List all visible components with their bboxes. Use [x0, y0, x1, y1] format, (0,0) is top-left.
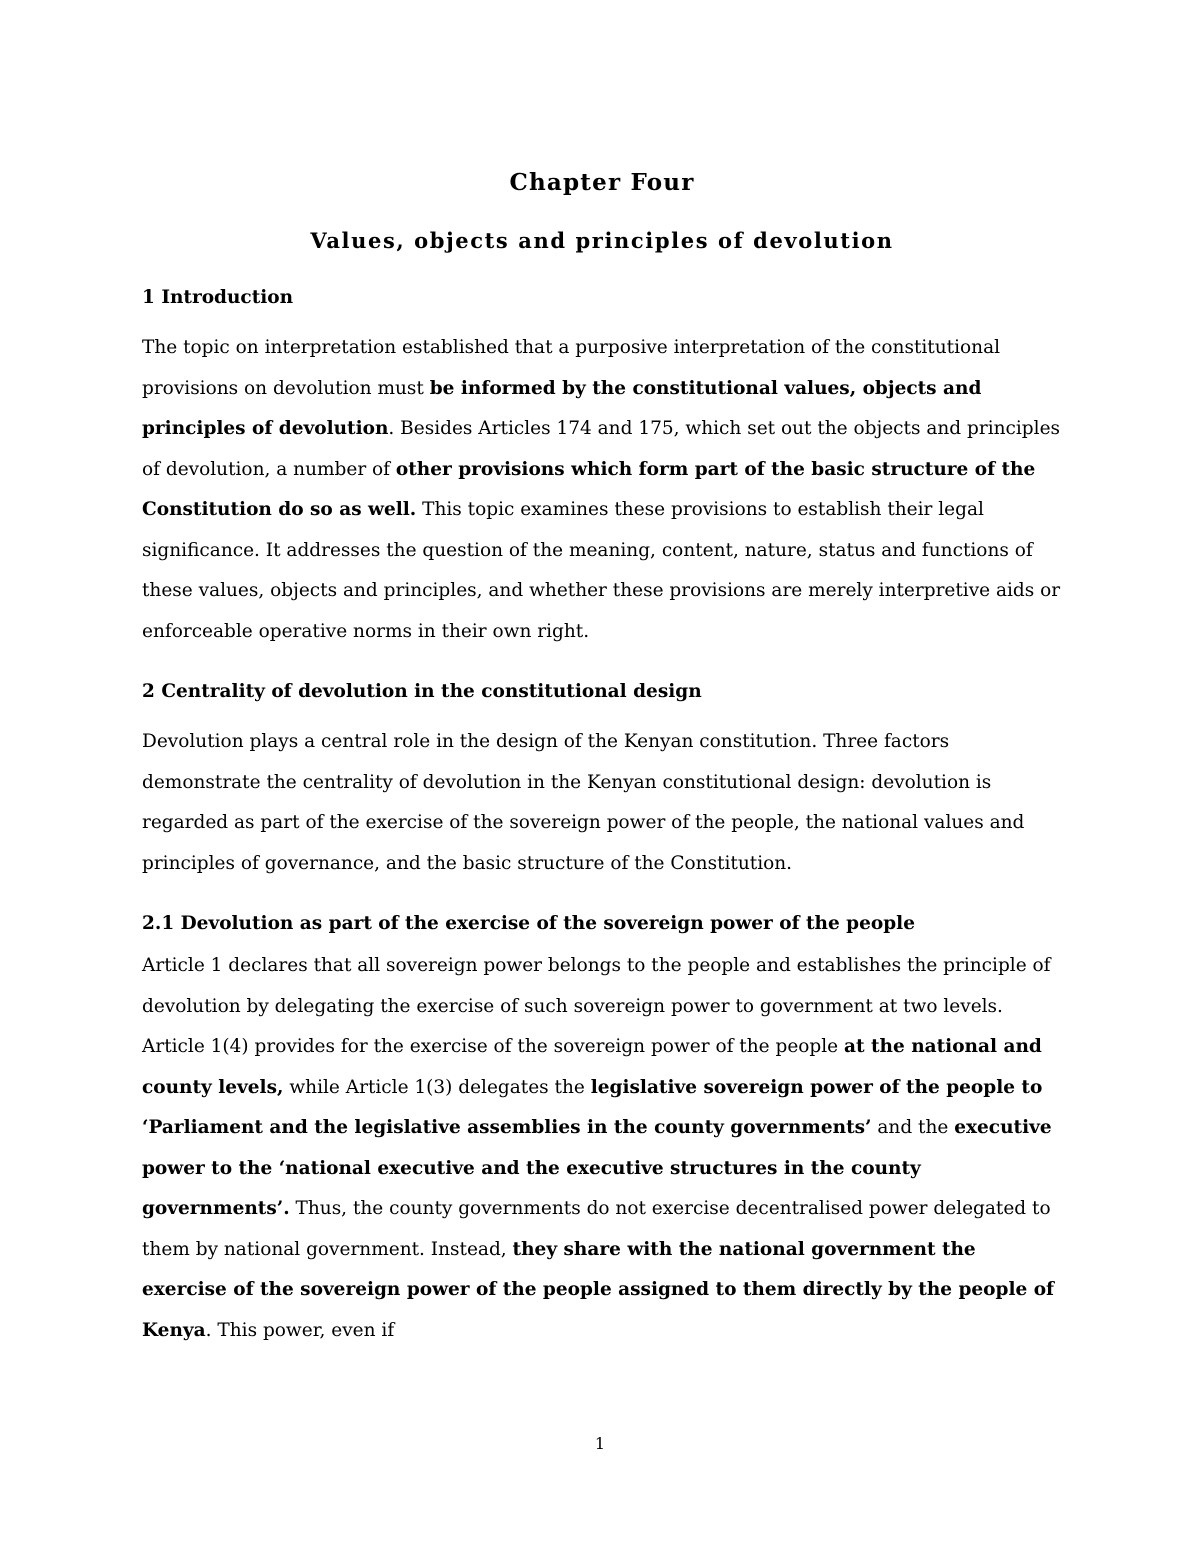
text-run: This topic examines these provisions to establish their legal significance. It addresses the question of the meaning, content, nature, status and functions of these values, objects and principles, and whether these provisions are merely interpretive aids or enforceable operative norms in their own right. — [142, 499, 1061, 642]
bold-text-run: at the national and county levels, — [142, 1036, 1042, 1098]
centrality-paragraph — [142, 722, 1062, 884]
bold-text-run: be informed by the constitutional values, objects and principles of devolution — [142, 377, 982, 439]
text-run: Thus, the county governments do not exercise decentralised power delegated to them by national government. Instead, — [142, 1198, 1051, 1260]
section-heading-centrality: 2 Centrality of devolution in the constitutional design — [142, 681, 702, 702]
page-content — [142, 164, 1062, 1351]
text-run: while Article 1(3) delegates the — [283, 1076, 591, 1098]
section-heading-introduction: 1 Introduction — [142, 287, 294, 308]
sovereign-power-paragraph — [142, 946, 1062, 1351]
bold-text-run: other provisions which form part of the basic structure of the Constitution do so as well. — [142, 458, 1036, 520]
text-run: The topic on interpretation established that a purposive interpretation of the constitutional provisions on devolution must — [142, 337, 1001, 399]
text-run: . Besides Articles 174 and 175, which set out the objects and principles of devolution, a number of — [142, 418, 1061, 480]
chapter-title: Chapter Four — [509, 169, 695, 196]
text-run: and the — [871, 1117, 955, 1138]
chapter-subtitle: Values, objects and principles of devolution — [310, 228, 894, 253]
text-run: . This power, even if — [205, 1319, 395, 1341]
text-run: Article 1 declares that all sovereign power belongs to the people and establishes the principle of devolution by delegating the exercise of such sovereign power to government at two levels. Article 1(4) provides for the exercise of the sovereign power of the people — [142, 955, 1051, 1057]
bold-text-run: they share with the national government the exercise of the sovereign power of the people assigned to them directly by the people of Kenya — [142, 1238, 1054, 1341]
bold-text-run: executive power to the ‘national executive and the executive structures in the county governments’. — [142, 1117, 1052, 1219]
text-run: Devolution plays a central role in the design of the Kenyan constitution. Three factors demonstrate the centrality of devolution in the Kenyan constitutional design: devolution is regarded as part of the exercise of the sovereign power of the people, the national values and principles of governance, and the basic structure of the Constitution. — [142, 731, 1025, 874]
introduction-paragraph — [142, 328, 1062, 652]
page-number: 1 — [594, 1434, 606, 1453]
section-heading-sovereign-power: 2.1 Devolution as part of the exercise of the sovereign power of the people — [142, 913, 915, 934]
bold-text-run: legislative sovereign power of the people to ‘Parliament and the legislative assemblies in the county governments’ — [142, 1076, 1043, 1138]
